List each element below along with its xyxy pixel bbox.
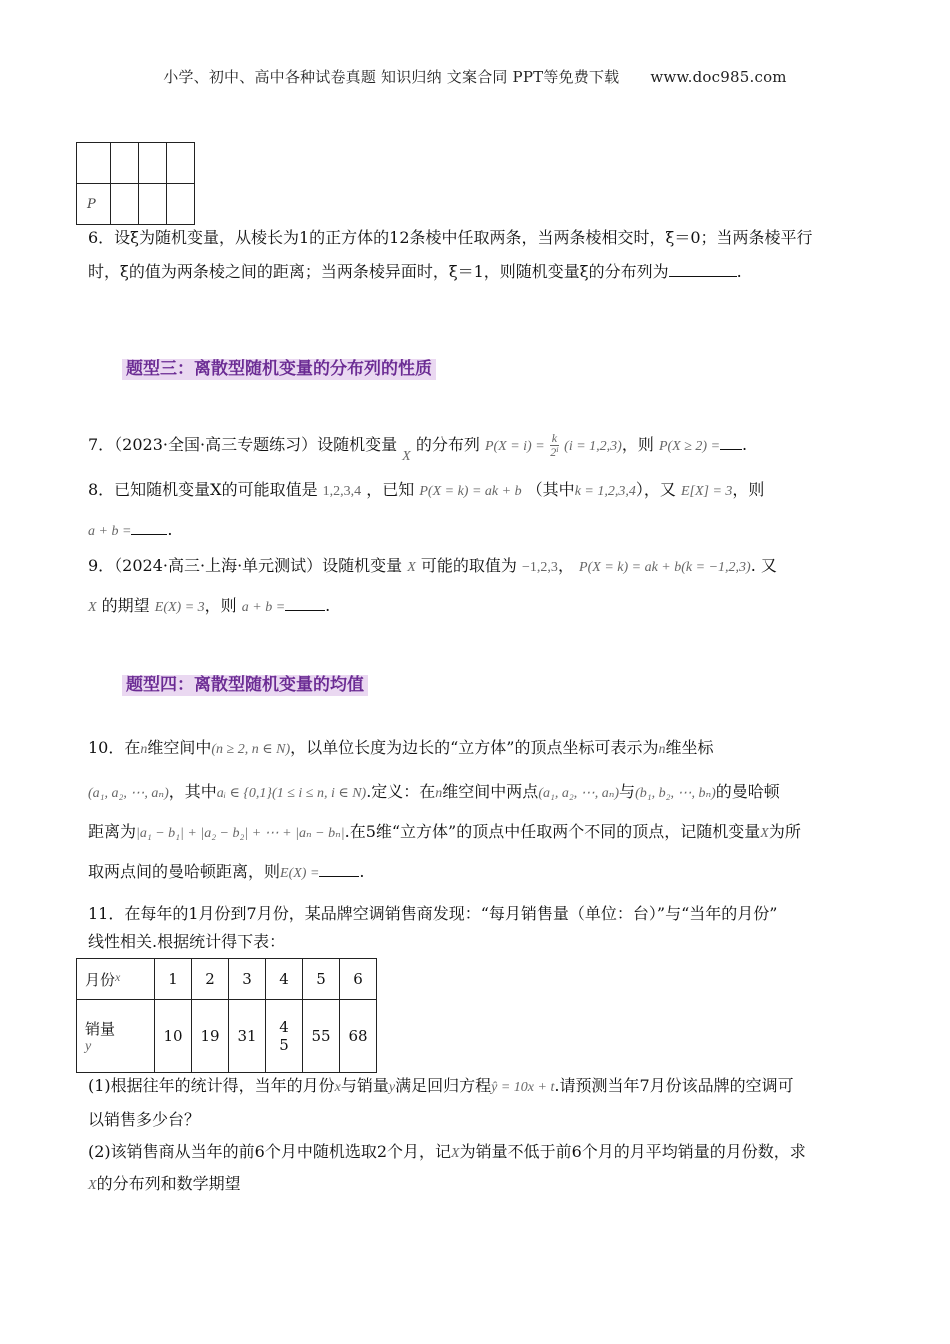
q10-l2-c: 维空间中两点: [442, 782, 539, 801]
q8-values: 1,2,3,4: [322, 484, 362, 499]
answer-blank: [319, 875, 359, 877]
q9-exp-text: 的期望: [101, 596, 150, 615]
section-title-4: 题型四：离散型随机变量的均值: [122, 675, 368, 696]
q11-part2-line2: [88, 1176, 241, 1193]
sales-label: 销量: [85, 1019, 116, 1038]
q11-line2: 线性相关.根据统计得下表：: [88, 932, 286, 951]
q7-var: X: [402, 449, 411, 465]
q10-line4: [88, 864, 364, 881]
q11-p1-y: y: [388, 1080, 396, 1095]
q7-end: .: [742, 435, 748, 455]
q10-l3-a: 距离为: [88, 822, 137, 841]
q10-cond1: (n ≥ 2, n ∈ N): [211, 742, 291, 757]
q9-values: −1,2,3: [522, 560, 558, 575]
table-cell: 2: [192, 959, 229, 1000]
q10-n3: n: [435, 786, 443, 801]
q10-line3: [88, 824, 801, 841]
q7-frac-num: k: [551, 431, 558, 445]
q6-line1: 6．设ξ为随机变量，从棱长为1的正方体的12条棱中任取两条，当两条棱相交时，ξ＝0；当两条棱平行: [88, 228, 813, 247]
q9-comma: ，: [557, 556, 574, 575]
table-cell: 3: [229, 959, 266, 1000]
q10-dist: |a₁ − b₁| + |a₂ − b₂| + ⋯ + |aₙ − bₙ|: [136, 826, 345, 841]
q11-p2-b: 为销量不低于前6个月的月平均销量的月份数，求: [459, 1142, 806, 1161]
q9-prefix: 9．（2024·高三·上海·单元测试）设随机变量: [88, 556, 403, 575]
q10-l1-d: 维坐标: [665, 738, 714, 757]
q8-mid: ，已知: [366, 480, 415, 499]
q6-line2-text: 时，ξ的值为两条棱之间的距离；当两条棱异面时，ξ＝1，则随机变量ξ的分布列为: [88, 262, 669, 281]
q8-then: ，则: [732, 480, 765, 499]
table-row: [77, 1000, 377, 1073]
q10-l2-e: 的曼哈顿: [715, 782, 780, 801]
q11-p1-d: .请预测当年7月份该品牌的空调可: [554, 1076, 794, 1095]
table-cell: 55: [303, 1000, 340, 1073]
q11-p2-x2: X: [88, 1178, 97, 1193]
q10-l1-c: ，以单位长度为边长的“立方体”的顶点坐标可表示为: [290, 738, 659, 757]
q9-mid: 可能的取值为: [420, 556, 517, 575]
q10-l3-b: .在5维“立方体”的顶点中任取两个不同的顶点，记随机变量: [344, 822, 761, 841]
q8-prefix: 8．已知随机变量X的可能取值是: [88, 480, 318, 499]
q8-formula: P(X = k) = ak + b: [419, 484, 522, 499]
q9-ex: E(X) = 3: [154, 600, 205, 615]
q8-line1: [88, 482, 764, 499]
q10-x: X: [760, 826, 769, 841]
table-cell: 68: [340, 1000, 377, 1073]
table-cell: [111, 184, 139, 225]
header-site: www.doc985.com: [650, 68, 787, 86]
q7-fraction: [550, 432, 559, 459]
q10-line1: [88, 740, 714, 757]
q9-formula: P(X = k) = ak + b(k = −1,2,3): [579, 560, 751, 575]
answer-blank: [720, 448, 742, 450]
table-row: [77, 959, 377, 1000]
q11-line1: 11．在每年的1月份到7月份，某品牌空调销售商发现：“每月销售量（单位：台）”与“当年的月份”: [88, 904, 778, 923]
table-cell: [77, 143, 111, 184]
q9-line1: [88, 558, 777, 575]
q10-cond2: (1 ≤ i ≤ n, i ∈ N): [272, 786, 367, 801]
sales-d-bottom: 5: [279, 1036, 289, 1054]
table-cell: [167, 184, 195, 225]
table-cell: [139, 184, 167, 225]
q11-p1-eq: ŷ = 10x + t: [491, 1080, 555, 1095]
q8-cond-open: （其中: [526, 480, 575, 499]
page-header: [0, 70, 950, 85]
q11-p1-a: (1)根据往年的统计得，当年的月份: [88, 1076, 335, 1095]
q11-p1-x: x: [334, 1080, 341, 1095]
table-cell: 5: [303, 959, 340, 1000]
q10-ex: E(X) =: [280, 866, 320, 881]
q11-p2-a: (2)该销售商从当年的前6个月中随机选取2个月，记: [88, 1142, 452, 1161]
top-distribution-table: [76, 142, 195, 225]
q9-then: ，则: [204, 596, 237, 615]
p-label-cell: P: [77, 184, 111, 225]
q8-line2: [88, 522, 173, 539]
q8-end: .: [167, 520, 173, 539]
q9-ask: a + b =: [241, 600, 286, 615]
q11-p1-c: 满足回归方程: [395, 1076, 492, 1095]
month-var: x: [115, 969, 121, 984]
section-title-3: 题型三：离散型随机变量的分布列的性质: [122, 359, 436, 380]
table-cell: 10: [155, 1000, 192, 1073]
q10-l1-a: 10．在: [88, 738, 141, 757]
q10-l4-a: 取两点间的曼哈顿距离，则: [88, 862, 281, 881]
table-cell: [167, 143, 195, 184]
q10-end: .: [359, 862, 365, 881]
q11-p2-x: X: [451, 1146, 460, 1161]
q7-mid: 的分布列: [415, 435, 480, 455]
q9-end: .: [325, 596, 331, 615]
sales-d-top: 4: [279, 1018, 289, 1036]
q10-l2-a: ，其中: [168, 782, 217, 801]
answer-blank: [669, 275, 737, 277]
q7-prefix: 7．（2023·全国·高三专题练习）设随机变量: [88, 435, 398, 455]
q7-frac-den: 2ⁱ: [550, 445, 559, 460]
q8-cond: k = 1,2,3,4: [574, 484, 636, 499]
q8-cond-close: ），又: [635, 480, 676, 499]
table-cell: 31: [229, 1000, 266, 1073]
answer-blank: [285, 609, 325, 611]
q10-n2: n: [658, 742, 666, 757]
month-label: 月份: [85, 970, 116, 989]
table-cell: [111, 143, 139, 184]
q8-ask: a + b =: [88, 524, 132, 539]
q11-part1-line1: [88, 1078, 794, 1095]
table-cell: 19: [192, 1000, 229, 1073]
q10-l3-c: 为所: [768, 822, 801, 841]
sales-table: [76, 958, 377, 1073]
q9-also: . 又: [750, 556, 777, 575]
table-cell: [139, 143, 167, 184]
sales-var: y: [85, 1038, 92, 1054]
q7-then: ，则: [621, 435, 654, 455]
q11-p1-b: 与销量: [340, 1076, 389, 1095]
answer-blank: [131, 533, 167, 535]
row-header-month: [77, 959, 155, 1000]
table-cell: 4: [266, 959, 303, 1000]
q11-part1-line2: 以销售多少台？: [88, 1110, 201, 1129]
table-cell: [266, 1000, 303, 1073]
q7-line: [88, 431, 748, 465]
q7-pdef-right: (i = 1,2,3): [564, 439, 622, 455]
q7-ask: P(X ≥ 2) =: [658, 439, 721, 455]
q10-l2-d: 与: [619, 782, 636, 801]
table-cell: 1: [155, 959, 192, 1000]
q10-n: n: [140, 742, 148, 757]
q10-coords: (a₁, a₂, ⋯, aₙ): [88, 786, 169, 801]
q9-var: X: [407, 560, 416, 575]
table-cell: 6: [340, 959, 377, 1000]
q10-l1-b: 维空间中: [147, 738, 212, 757]
q10-coords-a: (a₁, a₂, ⋯, aₙ): [538, 786, 620, 801]
q9-line2: [88, 598, 330, 615]
q8-ex: E[X] = 3: [680, 484, 733, 499]
q10-coords-b: (b₁, b₂, ⋯, bₙ): [635, 786, 716, 801]
q11-part2-line1: [88, 1144, 806, 1161]
q10-l2-b: .定义：在: [366, 782, 436, 801]
q7-pdef-left: P(X = i) =: [484, 439, 545, 455]
q10-ai: aᵢ ∈ {0,1}: [216, 786, 273, 801]
q9-var2: X: [88, 600, 97, 615]
q11-p2-c: 的分布列和数学期望: [96, 1174, 241, 1193]
header-text: 小学、初中、高中各种试卷真题 知识归纳 文案合同 PPT等免费下载: [163, 68, 620, 86]
q6-end: .: [736, 262, 742, 281]
q6-line2: [88, 264, 742, 280]
q10-line2: [88, 784, 780, 801]
row-header-sales: [77, 1000, 155, 1073]
